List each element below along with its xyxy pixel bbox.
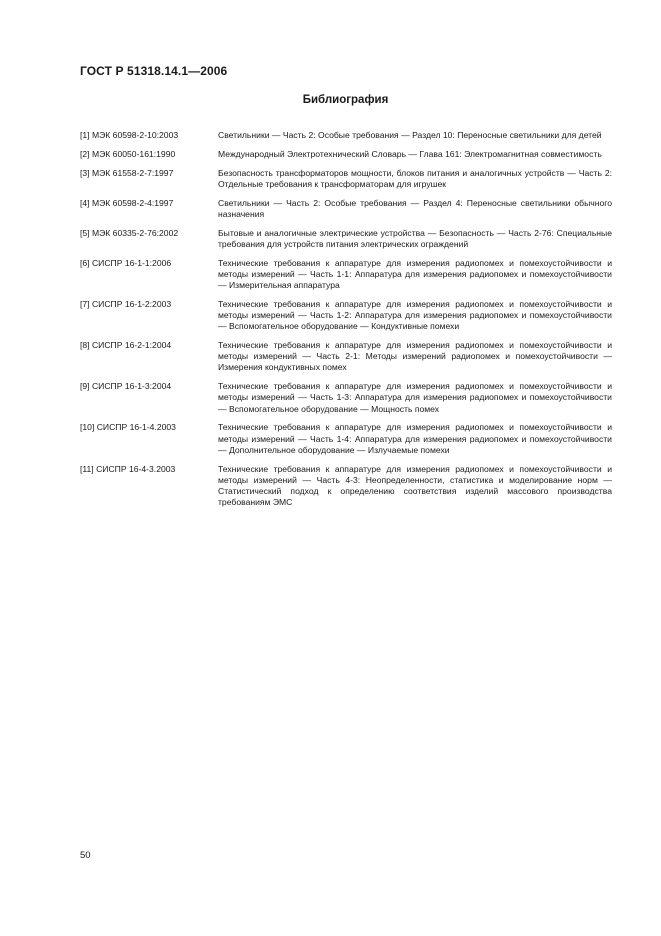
entry-text: Технические требования к аппаратуре для измерения радиопомех и помехоустойчивости и методы измерений — Часть 1-1: Аппаратура для измерения радиопомех и помехоустойчивости — Измерительная аппаратура: [218, 257, 612, 290]
entry-reference: [10] СИСПР 16-1-4.2003: [80, 422, 176, 433]
bibliography-entry: [80, 149, 612, 160]
entry-reference: [7] СИСПР 16-1-2:2003: [80, 298, 172, 309]
bibliography-entry: [80, 340, 612, 374]
bibliography-entry: [80, 228, 612, 250]
entry-reference: [9] СИСПР 16-1-3:2004: [80, 381, 172, 392]
entry-text: Технические требования к аппаратуре для измерения радиопомех и помехоустойчивости и методы измерений — Часть 1-3: Аппаратура для измерения радиопомех и помехоустойчивости — Вспомогательное оборудование — Мощность помех: [218, 381, 612, 414]
bibliography-entry: [80, 299, 612, 333]
bibliography-entry: [80, 168, 612, 190]
entry-reference: [11] СИСПР 16-4-3.2003: [80, 463, 176, 474]
entry-reference: [1] МЭК 60598-2-10:2003: [80, 130, 179, 140]
entry-text: Светильники — Часть 2: Особые требования — Раздел 10: Переносные светильники для детей: [218, 130, 602, 140]
entry-text: Технические требования к аппаратуре для измерения радиопомех и помехоустойчивости и методы измерений — Часть 1-4: Аппаратура для измерения радиопомех и помехоустойчивости — Дополнительное оборудование — Излучаемые помехи: [218, 422, 612, 455]
entry-reference: [2] МЭК 60050-161:1990: [80, 148, 176, 159]
entry-text: Международный Электротехнический Словарь — Глава 161: Электромагнитная совместимость: [218, 148, 602, 159]
entry-text: Технические требования к аппаратуре для измерения радиопомех и помехоустойчивости и методы измерений — Часть 2-1: Методы измерений радиопомех и помехоустойчивости — Измерения кондуктивных помех: [218, 340, 612, 373]
bibliography-entry: [80, 258, 612, 292]
entry-text: Безопасность трансформаторов мощности, блоков питания и аналогичных устройств — Часть 2: Отдельные требования к трансформаторам для игрушек: [218, 167, 612, 189]
entry-text: Бытовые и аналогичные электрические устройства — Безопасность — Часть 2-76: Специальные требования для устройств питания электрических ограждений: [218, 227, 612, 249]
bibliography-entry: [80, 464, 612, 509]
bibliography-list: [80, 130, 612, 516]
bibliography-entry: [80, 422, 612, 456]
entry-text: Технические требования к аппаратуре для измерения радиопомех и помехоустойчивости и методы измерений — Часть 1-2: Аппаратура для измерения радиопомех и помехоустойчивости — Вспомогательное оборудование — Кондуктивные помехи: [218, 298, 612, 332]
entry-reference: [6] СИСПР 16-1-1:2006: [80, 257, 172, 268]
entry-text: Светильники — Часть 2: Особые требования — Раздел 4: Переносные светильники обычного назначения: [218, 197, 612, 219]
entry-reference: [5] МЭК 60335-2-76:2002: [80, 227, 179, 238]
entry-reference: [4] МЭК 60598-2-4:1997: [80, 197, 174, 208]
document-header: ГОСТ Р 51318.14.1—2006: [80, 64, 228, 78]
bibliography-entry: [80, 381, 612, 415]
bibliography-entry: [80, 198, 612, 220]
entry-reference: [8] СИСПР 16-2-1:2004: [80, 340, 172, 350]
section-title: Библиография: [302, 94, 389, 106]
entry-text: Технические требования к аппаратуре для измерения радиопомех и помехоустойчивости и методы измерений — Часть 4-3: Неопределенности, статистика и моделирование норм — Статистический подход к определению соответствия изделий массового производства требованиям ЭМС: [218, 463, 612, 508]
entry-reference: [3] МЭК 61558-2-7:1997: [80, 167, 174, 178]
bibliography-entry: [80, 130, 612, 141]
page-number: 50: [80, 850, 91, 861]
